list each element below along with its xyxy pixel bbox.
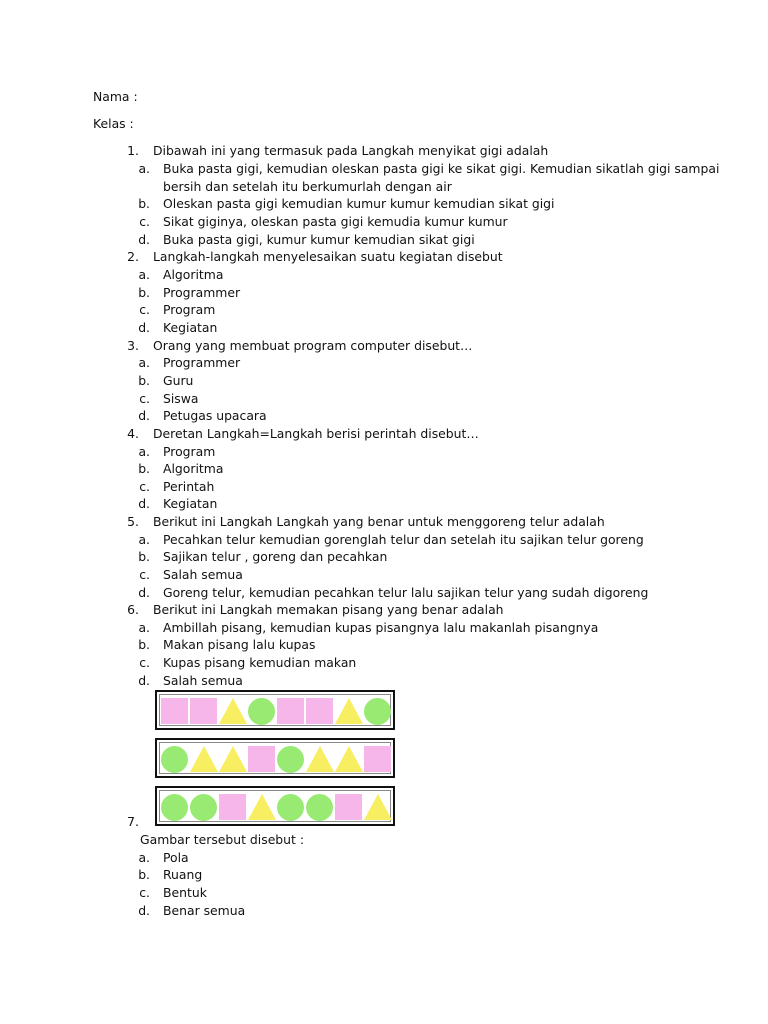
square-shape bbox=[161, 698, 188, 724]
square-shape bbox=[364, 746, 391, 772]
pattern-row-3 bbox=[155, 786, 395, 826]
square-shape bbox=[335, 794, 362, 820]
nama-label: Nama : bbox=[93, 89, 138, 104]
triangle-shape bbox=[190, 746, 218, 772]
circle-shape bbox=[161, 794, 188, 821]
circle-shape bbox=[277, 794, 304, 821]
circle-shape bbox=[364, 698, 391, 725]
circle-shape bbox=[306, 794, 333, 821]
circle-shape bbox=[277, 746, 304, 773]
circle-shape bbox=[161, 746, 188, 773]
square-shape bbox=[248, 746, 275, 772]
triangle-shape bbox=[306, 746, 334, 772]
question-number: 1. bbox=[127, 143, 139, 158]
pattern-figure bbox=[155, 690, 395, 834]
triangle-shape bbox=[364, 794, 392, 820]
pattern-row-2 bbox=[155, 738, 395, 778]
square-shape bbox=[219, 794, 246, 820]
square-shape bbox=[277, 698, 304, 724]
pattern-row-1 bbox=[155, 690, 395, 730]
triangle-shape bbox=[248, 794, 276, 820]
triangle-shape bbox=[335, 746, 363, 772]
circle-shape bbox=[248, 698, 275, 725]
square-shape bbox=[190, 698, 217, 724]
question-text: Dibawah ini yang termasuk pada Langkah menyikat gigi adalah bbox=[153, 143, 549, 158]
triangle-shape bbox=[219, 746, 247, 772]
circle-shape bbox=[190, 794, 217, 821]
triangle-shape bbox=[219, 698, 247, 724]
square-shape bbox=[306, 698, 333, 724]
triangle-shape bbox=[335, 698, 363, 724]
kelas-label: Kelas : bbox=[93, 116, 134, 131]
